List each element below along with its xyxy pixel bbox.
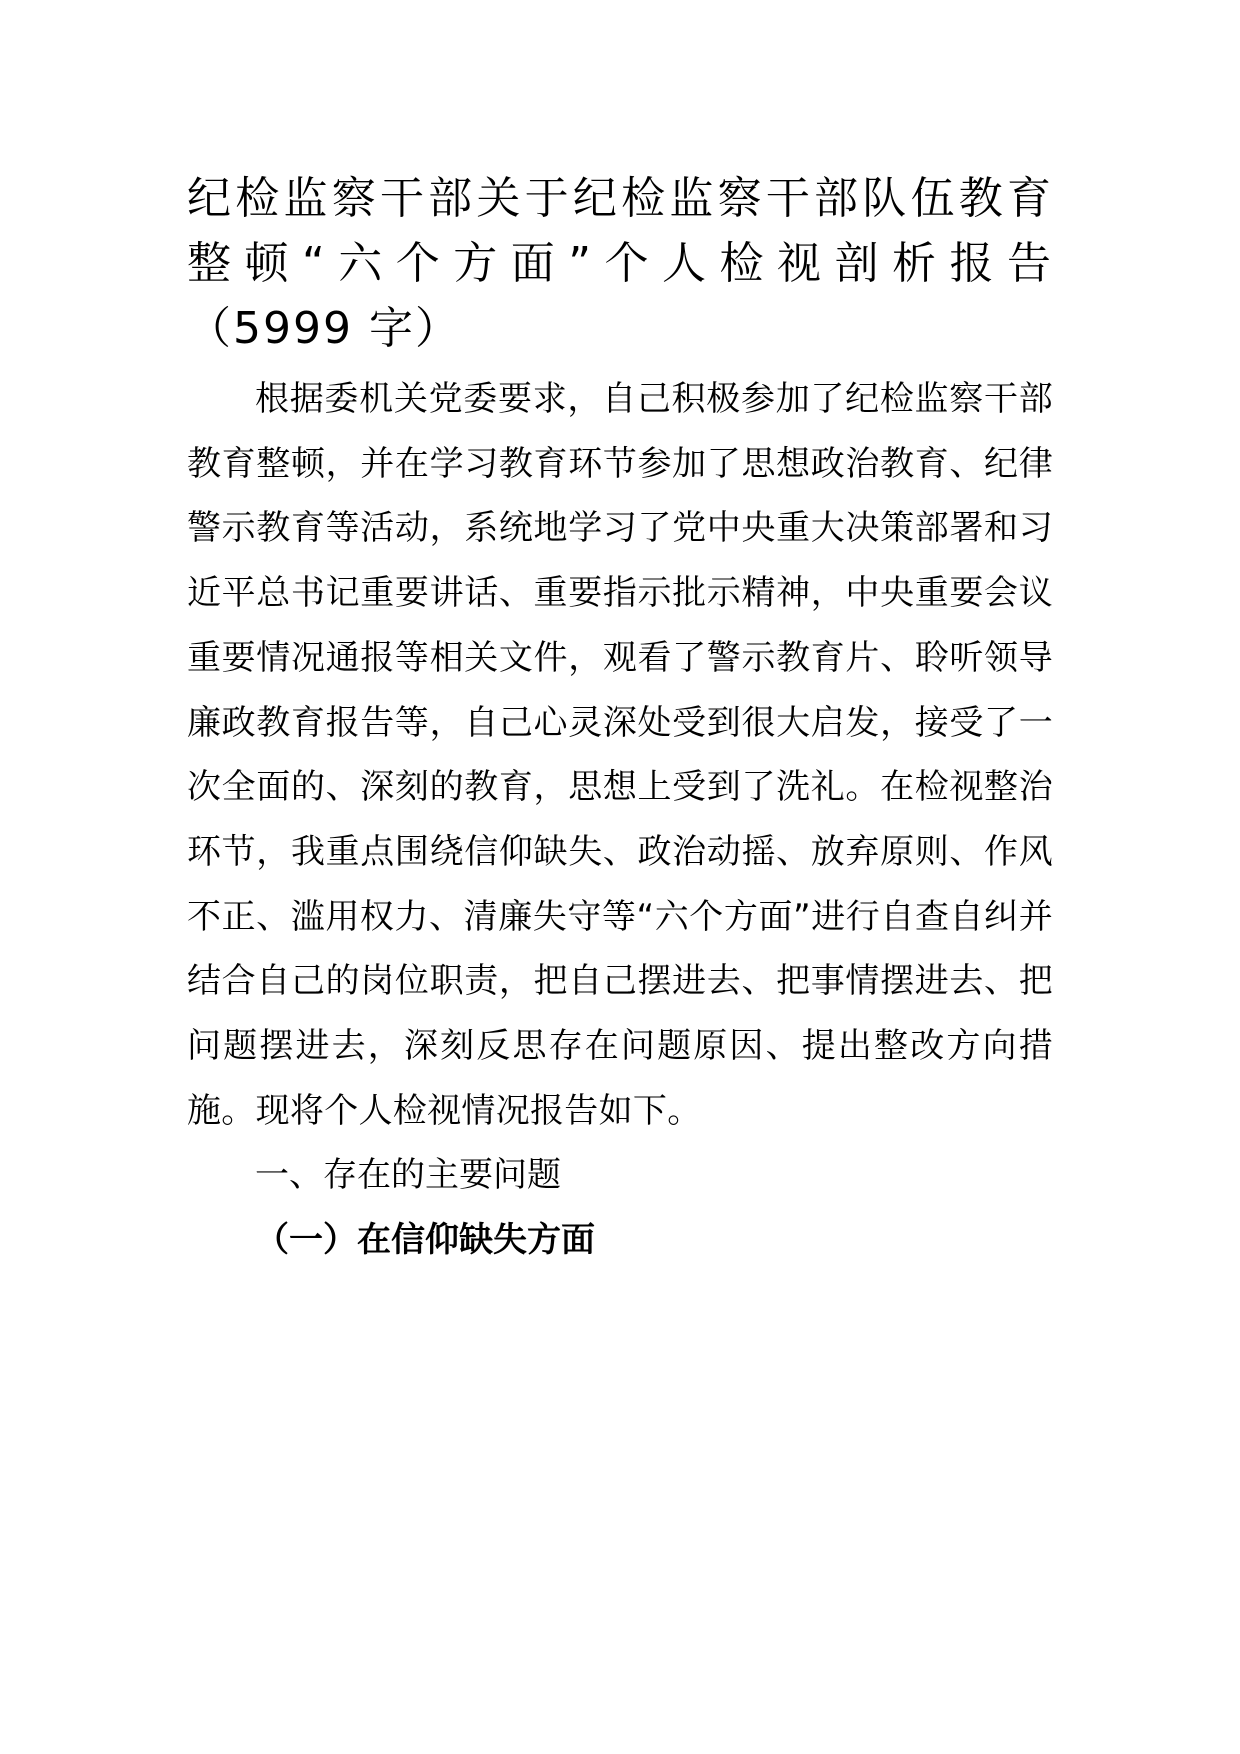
subsection-heading-1: （一）在信仰缺失方面 — [255, 1220, 595, 1261]
document-body — [187, 367, 1053, 1273]
title-line-3: （5999 字） — [187, 303, 461, 354]
intro-paragraph: 根据委机关党委要求，自己积极参加了纪检监察干部教育整顿，并在学习教育环节参加了思想政治教育、纪律警示教育等活动，系统地学习了党中央重大决策部署和习近平总书记重要讲话、重要指示批示精神，中央重要会议重要情况通报等相关文件，观看了警示教育片、聆听领导廉政教育报告等，自己心灵深处受到很大启发，接受了一次全面的、深刻的教育，思想上受到了洗礼。在检视整治环节，我重点围绕信仰缺失、政治动摇、放弃原则、作风不正、滥用权力、清廉失守等“六个方面”进行自查自纠并结合自己的岗位职责，把自己摆进去、把事情摆进去、把问题摆进去，深刻反思存在问题原因、提出整改方向措施。现将个人检视情况报告如下。 — [187, 379, 1053, 1131]
title-line-2: 整顿“六个方面”个人检视剖析报告 — [187, 238, 1053, 289]
title-line-1: 纪检监察干部关于纪检监察干部队伍教育 — [187, 173, 1053, 224]
document-title — [187, 166, 1053, 361]
section-heading-1: 一、存在的主要问题 — [255, 1155, 561, 1196]
document-content — [187, 166, 1053, 1273]
